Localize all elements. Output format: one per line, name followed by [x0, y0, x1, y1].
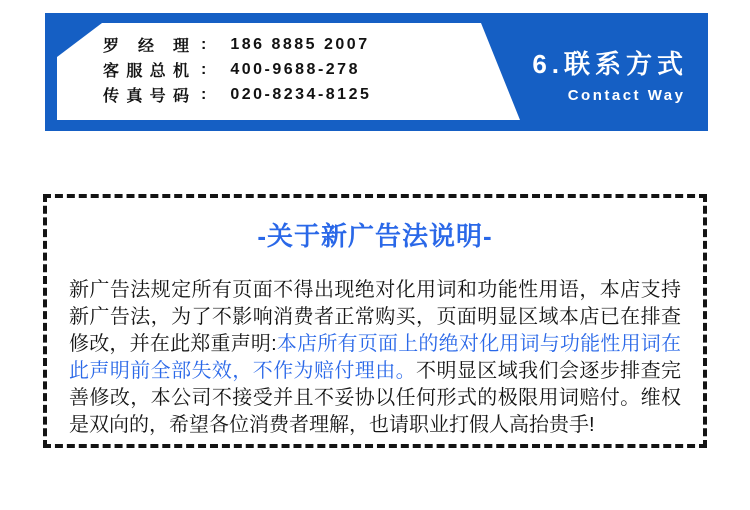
contact-banner: [45, 13, 708, 131]
section-heading: [532, 44, 688, 104]
section-title-chinese: 6.联系方式: [532, 49, 688, 79]
notice-text-closing: 不明显区域我们会逐步排查完善修改，本公司不接受并且不妥协以任何形式的极限用词赔付。维权是双向的，希望各位消费者理解，也请职业打假人高抬贵手!: [69, 360, 682, 436]
contact-fax-number: 020-8234-8125: [230, 85, 372, 103]
contact-colon: :: [201, 85, 207, 103]
notice-text-intro: 新广告法规定所有页面不得出现绝对化用词和功能性用语，本店支持新广告法，为了不影响消费者正常购买，页面明显区域本店已在排查修改，并在此郑重声明:: [69, 279, 681, 355]
contact-colon: :: [201, 35, 207, 53]
contact-label: 客服总机: [103, 63, 189, 80]
section-title-english: Contact Way: [567, 87, 686, 104]
ad-law-notice-box: [43, 194, 707, 448]
notice-paragraph: [69, 277, 681, 439]
contact-list: [103, 36, 371, 103]
contact-colon: :: [201, 60, 207, 78]
notice-title: -关于新广告法说明-: [257, 221, 493, 251]
contact-label: 传真号码: [103, 88, 189, 105]
contact-label: 罗经理: [103, 38, 189, 55]
contact-row-manager: [103, 36, 371, 53]
contact-row-hotline: [103, 61, 371, 78]
contact-row-fax: [103, 86, 371, 103]
contact-phone-number: 400-9688-278: [230, 60, 360, 78]
contact-phone-number: 186 8885 2007: [230, 35, 370, 53]
notice-text-emphasis: 本店所有页面上的绝对化用词与功能性用词在此声明前全部失效，不作为赔付理由。: [69, 333, 681, 382]
